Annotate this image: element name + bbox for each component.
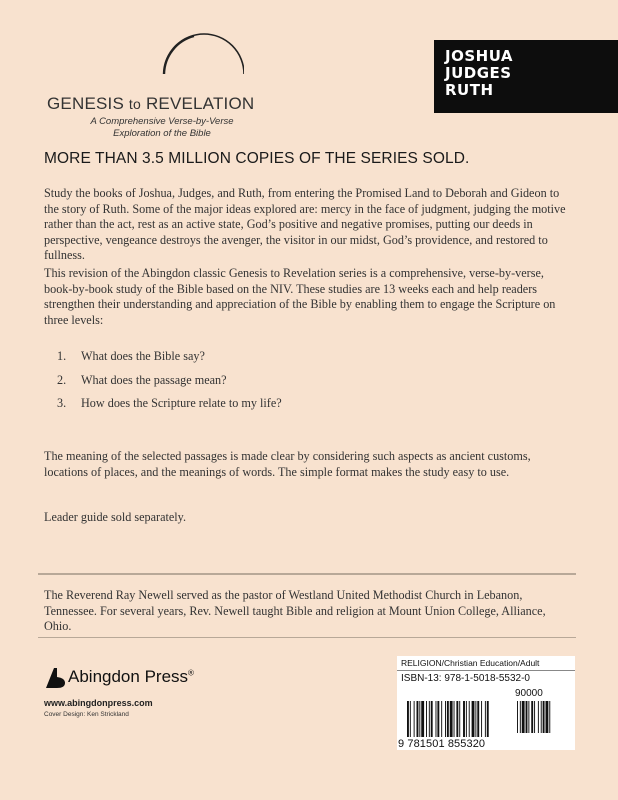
list-item	[57, 373, 557, 397]
series-logo	[44, 30, 255, 139]
book-title-box	[434, 40, 618, 113]
barcode-bar	[466, 701, 467, 737]
divider	[38, 637, 576, 638]
barcode-bar	[541, 701, 542, 733]
barcode-bar	[538, 701, 539, 733]
barcode-bar	[419, 701, 420, 737]
description-paragraph-2: This revision of the Abingdon classic Genesis to Revelation series is a comprehensive, verse-by-verse, book-by-book study of the Bible based on the NIV. These studies are 13 weeks each and help readers strengthen their understanding and appreciation of the Bible by enabling them to engage the Scripture on three levels:	[44, 266, 556, 327]
list-item-text: What does the Bible say?	[81, 349, 205, 363]
barcode-bar	[417, 701, 419, 737]
arc-logo-icon	[44, 30, 244, 80]
tagline-line-1: A Comprehensive Verse-by-Verse	[90, 116, 234, 127]
barcode-bar	[445, 701, 446, 737]
levels-list	[57, 349, 557, 420]
abingdon-logo-icon	[44, 667, 66, 689]
description-paragraph-3: The meaning of the selected passages is made clear by considering such aspects as ancient customs, locations of places, and the meanings of words. The simple format makes the study easy to use.	[44, 449, 531, 479]
list-item	[57, 396, 557, 420]
barcode-bar	[528, 701, 529, 733]
barcode-bar	[526, 701, 528, 733]
series-connector: to	[128, 96, 141, 112]
barcode-bar	[456, 701, 458, 737]
bisac-category: RELIGION/Christian Education/Adult	[401, 658, 540, 668]
title-line-2: JUDGES	[445, 64, 512, 82]
barcode-block	[397, 656, 575, 750]
barcode-bar	[477, 701, 479, 737]
cover-design-credit: Cover Design: Ken Strickland	[44, 711, 129, 718]
publisher-name: Abingdon Press®	[68, 667, 194, 686]
author-bio: The Reverend Ray Newell served as the pastor of Westland United Methodist Church in Lebanon, Tennessee. For several years, Rev. Newell taught Bible and religion at Mount Union College, Alliance, Ohio.	[44, 588, 546, 634]
publisher-block	[44, 667, 214, 727]
barcode-bar	[520, 701, 521, 733]
barcode-bar	[522, 701, 525, 733]
list-item-text: How does the Scripture relate to my life?	[81, 396, 282, 410]
barcode-digits: 9 781501 855320	[398, 738, 486, 750]
barcode-bar	[543, 701, 545, 733]
title-line-1: JOSHUA	[445, 47, 514, 65]
barcode-bar	[437, 701, 439, 737]
barcode-bar	[410, 701, 411, 737]
barcode-bar	[546, 701, 549, 733]
series-prefix: GENESIS	[47, 94, 124, 113]
barcode-bar	[429, 701, 430, 737]
list-item-number: 3.	[57, 396, 67, 410]
list-item	[57, 349, 557, 373]
barcode-bar	[459, 701, 460, 737]
barcode-bar	[450, 701, 453, 737]
barcode-bar	[517, 701, 518, 733]
leader-guide-note: Leader guide sold separately.	[44, 510, 187, 524]
divider	[38, 573, 576, 575]
barcode-bar	[487, 701, 489, 737]
barcode-bar	[426, 701, 427, 737]
tagline-line-2: Exploration of the Bible	[113, 128, 211, 139]
price-code: 90000	[515, 688, 543, 699]
headline: MORE THAN 3.5 MILLION COPIES OF THE SERIES SOLD.	[44, 150, 470, 167]
barcode-bar	[481, 701, 482, 737]
barcode-bar	[534, 701, 535, 733]
barcode-bar	[436, 701, 437, 737]
list-item-number: 2.	[57, 372, 67, 387]
barcode-bar	[549, 701, 550, 733]
barcode-bar	[475, 701, 476, 737]
barcode-bar	[414, 701, 415, 737]
series-tagline	[82, 116, 242, 140]
barcode-bar	[469, 701, 470, 737]
barcode-bar	[472, 701, 475, 737]
series-suffix: REVELATION	[145, 94, 255, 113]
barcode-bar	[531, 701, 533, 733]
barcode-icon	[397, 656, 575, 750]
publisher-url: www.abingdonpress.com	[44, 698, 153, 708]
series-name	[47, 94, 254, 114]
barcode-bar	[447, 701, 449, 737]
barcode-bar	[407, 701, 409, 737]
isbn: ISBN-13: 978-1-5018-5532-0	[401, 673, 530, 684]
description-paragraph-1: Study the books of Joshua, Judges, and Ruth, from entering the Promised Land to Deborah and Gideon to the story of Ruth. Some of the major ideas explored are: mercy in the face of judgment, judging the motive rather than the act, rest as an active state, God’s positive and negative promises, putting our deeds in perspective, vengeance destroys the avenger, the visitor in our midst, God’s providence, and restored to fullness.	[44, 186, 566, 263]
barcode-bar	[421, 701, 424, 737]
title-line-3: RUTH	[445, 81, 494, 99]
list-item-number: 1.	[57, 349, 67, 363]
barcode-bar	[454, 701, 455, 737]
barcode-bar	[485, 701, 486, 737]
barcode-bar	[441, 701, 442, 737]
barcode-bar	[463, 701, 465, 737]
list-item-text: What does the passage mean?	[81, 372, 227, 387]
barcode-bar	[431, 701, 433, 737]
